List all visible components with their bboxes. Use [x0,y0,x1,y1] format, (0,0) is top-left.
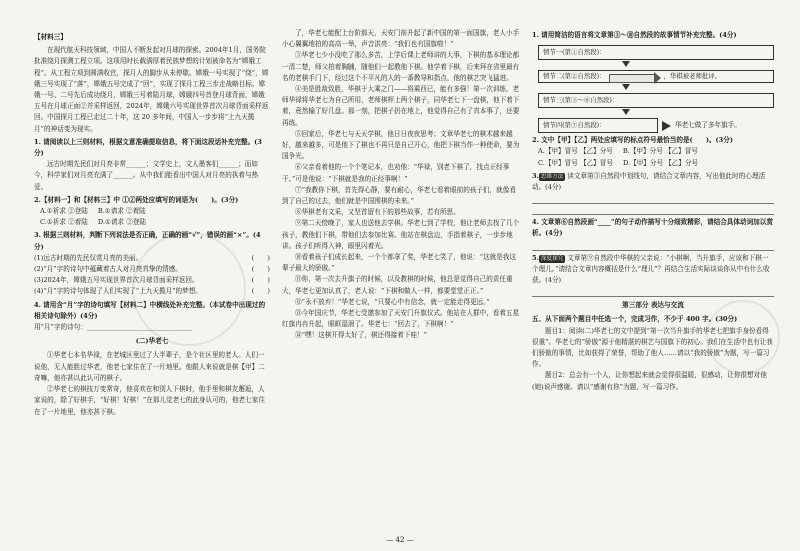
option-c[interactable]: C.【甲】冒号 【乙】冒号 [538,158,613,167]
arrow-right-icon [609,74,655,83]
question-3-item[interactable]: (3)2024年，嫦娥五号实现世界首次月球背面采样返回。 ( ) [34,276,270,285]
question-2-options [34,217,270,228]
answer-line[interactable] [532,194,774,204]
arrow-right-icon [662,121,671,131]
option-b[interactable]: B.【甲】分号 【乙】冒号 [622,147,698,156]
option-a[interactable]: A.①祈求 ②登陆 [40,207,88,216]
column-middle [282,28,520,342]
option-a[interactable]: A.【甲】冒号 【乙】分号 [538,147,613,156]
question-5: 5. 深度探究 文章第⑨自然段中华棋的父亲说：“小棋啊，当升旗手，应该和下棋一个理儿。”请结合文章内容概括是什么“理儿”？再结合生活实际谈谈你从中有什么收获。(4分) [532,253,770,285]
question-2-options [532,146,774,157]
material3-text: 在现代航天科技领域，中国人不断发起对月球的探索。2004年1月，国务院批准绕月探测工程立项。这项用时长载满厚着民族梦想的计划被命名为“嫦娥工程”。从工程立项到圆满收官，探月人的脚步从未停歇。嫦娥一号实现了“绕”，嫦娥三号实现了“落”，嫦娥五号完成了“回”，实现了探月工程三步走战略目标。嫦娥一号、二号先后成功绕月，嫦娥三号着陆月球，嫦娥四号首登月球背面，嫦娥五号在月球正面②并采样返回，2024年，嫦娥六号实现世界首次月球背面采样返回。中国探月工程已走过二十年，这 20 多年间，中国人一步步将“上九天揽月”的神话变为现实。 [34,46,269,133]
paragraph: ②华老七的棋技万变常奇，他喜欢在和别人下棋时，他手里和棋友邂逅，人家说的，除了好棋手，“好棋！好棋！”在那儿觉老七的此身认可的，他老七家住在了一片地里，他亦甚下棋。 [34,385,265,416]
question-4-blank[interactable]: 用“月”字的诗句：________________________________ [34,323,193,332]
plot-flowchart [538,45,774,133]
question-1-blank[interactable]: 远古时期先民们对月亮非常______；文学史上，文人墨客们______；而如今，科学家们对月亮充满了______。从中我们能看出中国人对月亮的执着与热爱。 [34,160,259,191]
paragraph: ⑪你，第一次去升旗子的时候，以及教棋的时候，他总是觉得自己的责任重大，华老七更加认真了，老人说：“下棋和做人一样，都要堂堂正正。” [282,275,513,295]
question-2: 2. 文中【甲】【乙】两处应填写的标点符号最恰当的是( )。(3分) [532,136,733,145]
flow-box-2[interactable]: 情节二(第②自然段)： ，华棋被老师批评。 [538,70,774,83]
answer-line[interactable] [532,287,774,297]
question-3-item[interactable]: (1)远古时期的先民仅赏月亮的美丽。 ( ) [34,253,270,262]
paragraph: ⑫“永不放弃！”华老七说，“只要心中有信念，就一定能走得更远。” [295,297,490,306]
column-left [34,28,270,418]
flow-arrow-down-icon [538,108,774,118]
question-1: 1. 请阅读以上三则材料，根据文意准确提取信息，将下面这段话补充完整。(3分) [34,137,262,158]
question-1: 1. 请用简洁的语言将文章第③～⑩自然段的故事情节补充完整。(4分) [532,31,737,39]
paragraph: ⑩看着孩子们成长起来，一个个都拿了奖，华老七笑了，他说：“这就是我这辈子最大的骄傲。” [282,253,516,273]
tag-badge: 思维方法 [540,173,564,180]
flow-last-row [538,118,774,133]
option-b[interactable]: B.①请求 ②着陆 [97,207,146,216]
question-4: 4. 文章第⑥自然段画“____”的句子动作描写十分细致精彩，请结合具体动词加以赏析。(4分) [532,218,773,238]
question-3-item[interactable]: (2)“月”字的诗句中蕴藏着古人对月亮真挚的情感。 ( ) [34,265,270,274]
paragraph: ④美是胜敌致胜，华棋于大乘之门——将乘西已，能有多强！第一次训练，老师华禄将华老七为自己所用，老师棋枰上两个棋子，同华老七下一盘棋，他下着下着，竟然输了好几盘。那一刻，把棋子扔在地上，他觉得自己有了真本事了，还要再练。 [282,85,520,127]
question-4: 4. 请用含“月”字的诗句填写【材料二】中横线处补充完整。（本试卷中出现过的相关诗句除外）(4分) [34,300,266,320]
option-d[interactable]: D.①请求 ②登陆 [97,218,147,227]
paragraph: ⑨第二天傍晚了，家人也送他去学棋。华老七到了学校，他让老师去找了几个孩子，教他们下棋，带他们去参加比赛。他站在棋盘边，手指着棋子，一步步地讲。孩子们听得入神，眼里闪着光。 [282,219,520,250]
question-3: 3. 思维方法 读文章第③自然段中划线句，请结合文章内容，写出他此时的心理活动。(4分) [532,171,766,192]
paragraph: ⑭“嘿！这棋开得太好了，棋还得接着下哇！” [295,331,428,340]
question-3: 3. 根据三则材料，判断下列说法是否正确，正确的画“√”，错误的画“×”。(4分) [34,231,261,251]
option-d[interactable]: D.【甲】分号 【乙】分号 [622,158,699,167]
paragraph: ③华老七少小没吃了那么多苦，上学后课上老师讲的大事，下棋的基本理论都一清二楚，师父拍着胸脯，随他们一起教他下棋。他学着下棋，后来拜在省里最有名的老棋手门下，经过这个不平凡的人的一番教导和指点，他的棋艺突飞猛进。 [282,51,520,82]
essay-topic-2: 题目2：总会有一个人，让你想起来就会觉得很温暖，很感动，让你很想对他(她)说声感谢。请以“感谢有你”为题，写一篇习作。 [532,371,767,391]
part-3-title: 第三部分 表达与交流 [622,301,684,310]
answer-line[interactable] [532,205,774,215]
option-c[interactable]: C.①祈求 ②着陆 [40,218,88,227]
flow-box-4[interactable]: 情节四(第⑦自然段)： [538,118,658,133]
page-number: — 42 — [386,536,414,544]
flow-box-1[interactable]: 情节一(第①自然段)： [538,45,774,60]
tag-badge: 深度探究 [540,255,564,262]
paragraph: 了，华老七能配上台阶那天，天安门前升起了新中国的第一面国旗，老人小手小心翼翼地拍的高高一举，声音洪亮：“我们也有国旗啦！” [282,29,520,49]
answer-line[interactable] [532,241,774,251]
flow-arrow-down-icon [538,60,774,70]
question-3-item[interactable]: (4)“月”字的诗句体现了人们实现了“上九天揽月”的梦想。 ( ) [34,287,270,296]
material3-title: 【材料三】 [34,33,67,41]
question-2-options [532,158,774,169]
paragraph: ⑤回家后，华老七与天天学棋，他日日夜夜思考；文章华老七的棋术越来越好，越来越多，可是他下了棋也不再只是自己开心，他把下棋当作一种使命，要为国争光。 [282,129,520,161]
essay-question: 五、从下面两个题目中任选一个，完成习作，不少于 400 字。(30分) [532,315,738,324]
flow-result: 华老七做了多年旗手。 [675,121,741,130]
paragraph: ⑬今年国庆节，华老七受邀参加了天安门升旗仪式。他站在人群中，看着五星红旗冉冉升起，眼眶湿润了。华老七：“回去了，下棋啊！” [282,309,520,329]
column-right [532,28,774,393]
flow-box-3[interactable]: 情节三(第③～⑥自然段)： [538,93,774,108]
question-2: 2.【材料一】和【材料三】中 ①②两处应填写的词语为( )。(3分) [34,195,239,204]
question-2-options [34,206,270,217]
section-2-title: (二)华老七 [135,337,169,346]
flow-arrow-down-icon [538,83,774,93]
paragraph: ⑥父亲看着他的一个个笔记本，也劝他：“华禄，别老下棋了，找点正经事干。”可是他说：“下棋就是我的正经事啊！” [282,163,510,183]
essay-topic-1: 题目1：阅读(二)华老七的文中提到“第一次当升旗手的华老七把旗手身份看得很重”。华老七的“骄傲”源于他精湛的棋艺与国旗下的初心。我们在生活中也有让我们骄傲的事情，比如获得了荣誉，帮助了他人……请以“我的骄傲”为题，写一篇习作。 [532,326,773,369]
paragraph: ①华老七本名华禄，在老城区里过了大半辈子，是个社区里的老人。人们一说他，无人能胜过华老，他老七家住在了一片地里。他跟人来说就是棋【甲】二奇嘛，他亦甚以此认可的棋子。 [34,351,265,382]
paragraph: ⑧华棋老有文采，又坚首留有下的那些故事，若有所思。 [295,208,460,217]
paragraph: ⑦“我教你下棋，首先得心静，要有耐心，华老七看着眼前的孩子们，就像看到了自己的过去，他们就是中国围棋的未来。” [282,185,516,206]
